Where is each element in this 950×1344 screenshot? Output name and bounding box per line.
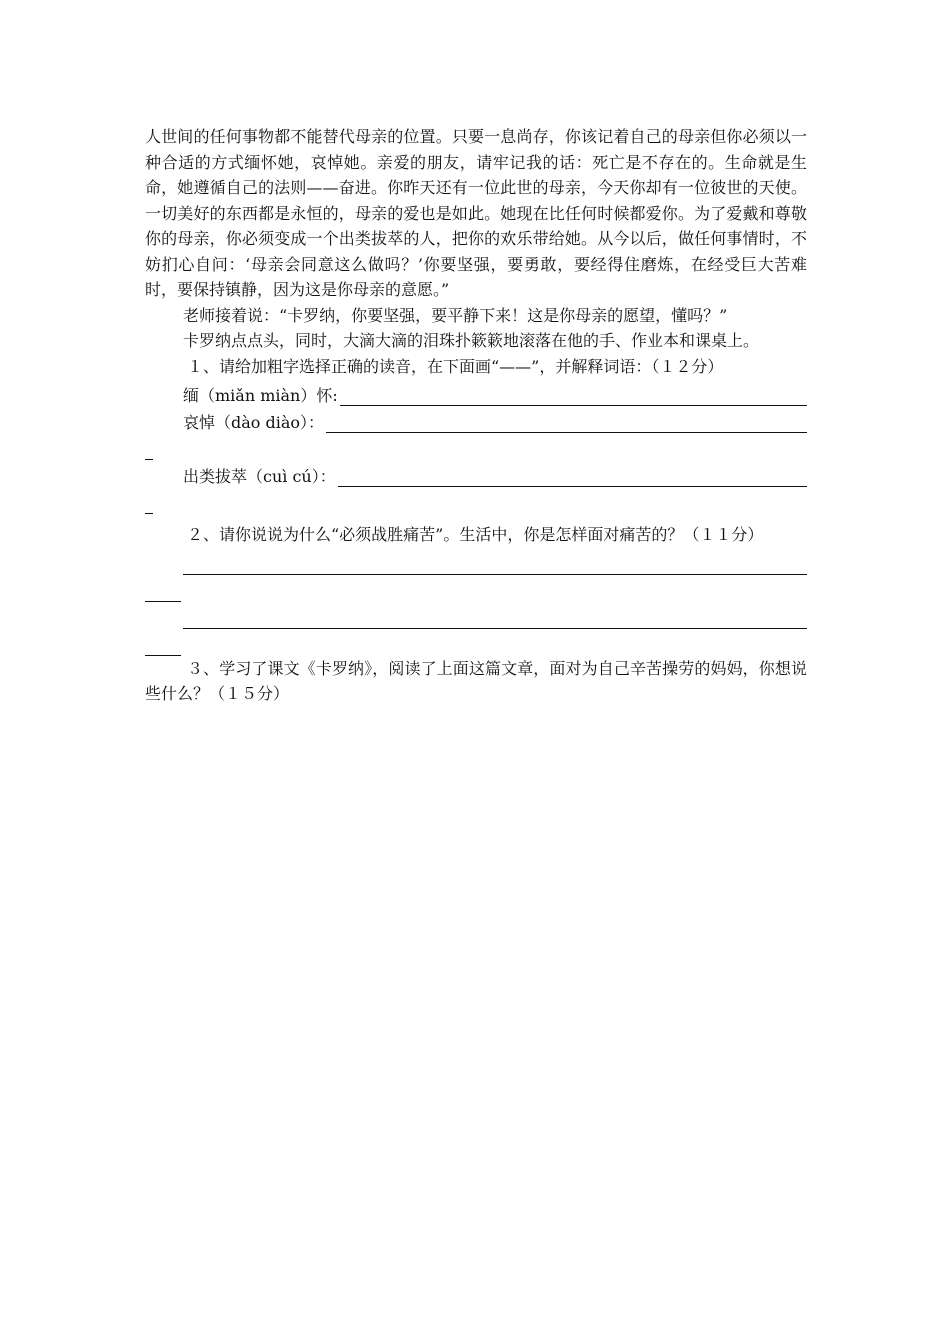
answer-row-aidao xyxy=(145,406,807,433)
document-content xyxy=(145,124,807,707)
passage-paragraph-1: 人世间的任何事物都不能替代母亲的位置。只要一息尚存，你该记着自己的母亲但你必须以一种合适的方式缅怀她，哀悼她。亲爱的朋友，请牢记我的话：死亡是不存在的。生命就是生命，她遵循自己的法则——奋进。你昨天还有一位此世的母亲，今天你却有一位彼世的天使。一切美好的东西都是永恒的，母亲的爱也是如此。她现在比任何时候都爱你。为了爱戴和尊敬你的母亲，你必须变成一个出类拔萃的人，把你的欢乐带给她。从今以后，做任何事情时，不妨扪心自问：‘母亲会同意这么做吗？’你要坚强，要勇敢，要经得住磨炼，在经受巨大苦难时，要保持镇静，因为这是你母亲的意愿。” xyxy=(145,127,807,299)
answer-label-2: 哀悼（dào diào）： xyxy=(183,413,325,432)
answer-blank-q2-a[interactable] xyxy=(183,556,807,575)
passage-paragraph-2: 老师接着说：“卡罗纳，你要坚强，要平静下来！这是你母亲的愿望，懂吗？” xyxy=(183,305,728,325)
answer-blank-3[interactable] xyxy=(338,468,807,487)
answer-blank-3-continuation[interactable] xyxy=(145,499,153,514)
answer-label-3: 出类拔萃（cuì cú）： xyxy=(183,467,336,486)
answer-blank-2[interactable] xyxy=(326,414,807,433)
answer-blank-q2-a-continuation[interactable] xyxy=(145,587,181,602)
answer-label-1: 缅（miǎn miàn）怀: xyxy=(183,386,338,405)
answer-blank-q2-b[interactable] xyxy=(183,610,807,629)
passage-paragraph-3: 卡罗纳点点头，同时，大滴大滴的泪珠扑簌簌地滚落在他的手、作业本和课桌上。 xyxy=(183,331,760,350)
answer-row-aidao-continuation xyxy=(145,433,807,460)
question-2: ２、请你说说为什么“必须战胜痛苦”。生活中，你是怎样面对痛苦的？（１１分） xyxy=(187,525,764,544)
question-3: ３、学习了课文《卡罗纳》，阅读了上面这篇文章，面对为自己辛苦操劳的妈妈，你想说些什么？（１５分） xyxy=(145,658,807,703)
answer-line-q2-a-continuation xyxy=(145,575,807,602)
answer-blank-2-continuation[interactable] xyxy=(145,445,153,460)
answer-row-chuleibacui xyxy=(145,460,807,487)
answer-row-miǎnhuai xyxy=(145,379,807,406)
answer-row-chuleibacui-continuation xyxy=(145,487,807,514)
answer-blank-q2-b-continuation[interactable] xyxy=(145,641,181,656)
answer-line-q2-b-continuation xyxy=(145,629,807,656)
answer-line-q2-a xyxy=(145,548,807,575)
answer-line-q2-b xyxy=(145,602,807,629)
answer-blank-1[interactable] xyxy=(340,387,807,406)
question-1: １、请给加粗字选择正确的读音，在下面画“——”，并解释词语：（１２分） xyxy=(187,356,724,376)
